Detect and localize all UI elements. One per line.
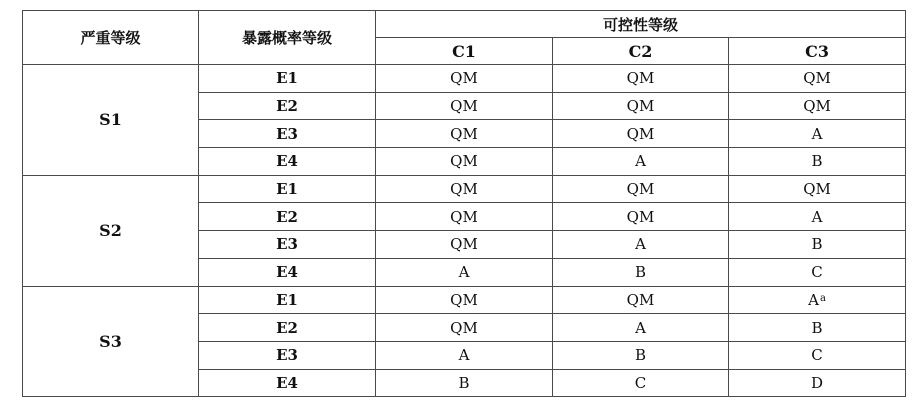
controllability-header-c2: C2	[553, 38, 729, 65]
asil-value-cell-c2	[553, 231, 729, 259]
asil-value-cell-c1	[376, 203, 553, 231]
table-body	[23, 65, 906, 397]
asil-value-cell-c3	[729, 120, 906, 148]
exposure-cell: E4	[199, 258, 376, 286]
asil-value-cell-c1	[376, 286, 553, 314]
asil-value: A	[808, 290, 819, 309]
asil-value-cell-c1	[376, 92, 553, 120]
asil-value-cell-c3	[729, 258, 906, 286]
asil-value-cell-c3	[729, 203, 906, 231]
asil-determination-table	[22, 10, 906, 397]
exposure-column-header: 暴露概率等级	[199, 11, 376, 65]
asil-value: QM	[450, 207, 478, 226]
asil-value: QM	[450, 290, 478, 309]
asil-value: C	[634, 373, 647, 392]
asil-value-cell-c1	[376, 231, 553, 259]
asil-value: QM	[626, 69, 655, 88]
asil-value-cell-c2	[553, 65, 729, 93]
severity-cell: S2	[23, 175, 199, 286]
asil-value-cell-c3	[729, 369, 906, 397]
asil-value: QM	[450, 124, 478, 143]
controllability-group-header: 可控性等级	[376, 11, 906, 38]
asil-value: QM	[626, 180, 655, 199]
exposure-cell: E4	[199, 148, 376, 176]
severity-cell: S1	[23, 65, 199, 176]
asil-value: QM	[626, 290, 655, 309]
table-row	[23, 65, 906, 93]
exposure-cell: E2	[199, 314, 376, 342]
footnote-marker: a	[819, 292, 826, 304]
asil-value-cell-c2	[553, 120, 729, 148]
severity-column-header: 严重等级	[23, 11, 199, 65]
asil-value: B	[811, 318, 823, 337]
asil-value-cell-c2	[553, 341, 729, 369]
asil-value-cell-c1	[376, 369, 553, 397]
asil-value: QM	[803, 69, 831, 88]
asil-value: C	[811, 346, 823, 365]
header-row-top	[23, 11, 906, 38]
asil-value: A	[458, 346, 470, 365]
asil-value-cell-c3	[729, 286, 906, 314]
asil-value: QM	[450, 318, 478, 337]
controllability-header-c3: C3	[729, 38, 906, 65]
asil-value-cell-c1	[376, 65, 553, 93]
asil-value-cell-c2	[553, 369, 729, 397]
exposure-cell: E3	[199, 231, 376, 259]
asil-value: B	[634, 346, 647, 365]
asil-value: A	[811, 207, 823, 226]
asil-value: QM	[450, 180, 478, 199]
exposure-cell: E2	[199, 203, 376, 231]
asil-value-cell-c1	[376, 175, 553, 203]
asil-value: A	[811, 124, 823, 143]
controllability-header-c1: C1	[376, 38, 553, 65]
asil-value-cell-c2	[553, 203, 729, 231]
asil-value: A	[635, 152, 646, 171]
exposure-cell: E3	[199, 120, 376, 148]
exposure-cell: E1	[199, 286, 376, 314]
asil-value-cell-c3	[729, 314, 906, 342]
severity-cell: S3	[23, 286, 199, 397]
asil-value: QM	[626, 207, 655, 226]
asil-value-cell-c1	[376, 341, 553, 369]
asil-value: QM	[450, 235, 478, 254]
asil-value-cell-c3	[729, 175, 906, 203]
asil-value: B	[458, 373, 470, 392]
asil-value: QM	[450, 69, 478, 88]
asil-value-cell-c3	[729, 231, 906, 259]
asil-value-cell-c2	[553, 314, 729, 342]
asil-value-cell-c3	[729, 341, 906, 369]
asil-value-cell-c2	[553, 258, 729, 286]
exposure-cell: E3	[199, 341, 376, 369]
asil-value-cell-c2	[553, 175, 729, 203]
asil-value-cell-c1	[376, 314, 553, 342]
asil-value: B	[811, 235, 823, 254]
asil-value: B	[811, 152, 823, 171]
asil-value: QM	[450, 152, 478, 171]
asil-value: QM	[626, 124, 655, 143]
asil-value-cell-c3	[729, 65, 906, 93]
asil-value-cell-c3	[729, 92, 906, 120]
asil-value-cell-c1	[376, 148, 553, 176]
exposure-cell: E4	[199, 369, 376, 397]
table-row	[23, 175, 906, 203]
exposure-cell: E1	[199, 175, 376, 203]
table-row	[23, 286, 906, 314]
asil-value: A	[458, 263, 470, 282]
asil-value-cell-c2	[553, 92, 729, 120]
exposure-cell: E2	[199, 92, 376, 120]
asil-value-cell-c2	[553, 148, 729, 176]
exposure-cell: E1	[199, 65, 376, 93]
asil-value: QM	[450, 97, 478, 116]
asil-value: D	[811, 373, 824, 392]
asil-value: QM	[803, 97, 831, 116]
asil-value: A	[635, 318, 646, 337]
asil-value: A	[635, 235, 646, 254]
asil-value-cell-c1	[376, 120, 553, 148]
asil-value: QM	[803, 180, 831, 199]
asil-value: C	[811, 263, 823, 282]
asil-value: B	[634, 263, 647, 282]
asil-value-cell-c2	[553, 286, 729, 314]
asil-value: QM	[626, 97, 655, 116]
asil-value-cell-c3	[729, 148, 906, 176]
asil-value-cell-c1	[376, 258, 553, 286]
